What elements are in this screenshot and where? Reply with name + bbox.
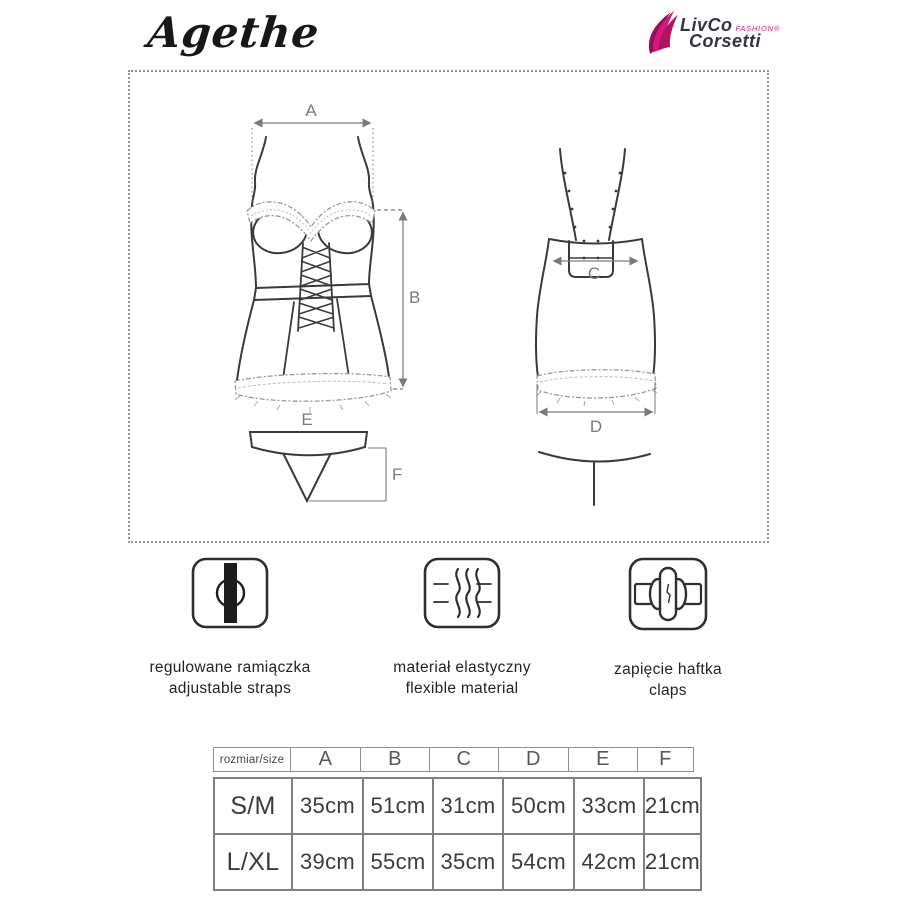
size-table (213, 747, 702, 891)
flexible-material-icon (422, 556, 502, 630)
panty-front-outline (250, 432, 367, 501)
measurement-value: 21cm (644, 778, 701, 834)
measurement-value: 21cm (644, 834, 701, 890)
measurement-value: 31cm (433, 778, 503, 834)
feature-caption-en: claps (649, 682, 687, 699)
measurement-value: 50cm (503, 778, 574, 834)
measurement-value: 54cm (503, 834, 574, 890)
panty-back-outline (539, 452, 650, 505)
measurement-value: 33cm (574, 778, 644, 834)
size-table-header-cell: A (291, 748, 361, 772)
size-label: S/M (214, 778, 292, 834)
front-lacing (299, 247, 334, 328)
size-table-header (213, 747, 694, 772)
size-table-header-cell: D (499, 748, 569, 772)
back-fur-hem (536, 370, 657, 406)
feature-caption-pl: zapięcie haftka (614, 661, 722, 678)
front-fur-bust-trim (247, 202, 375, 241)
dimension-label-f: F (392, 465, 403, 484)
brand-ribbon-icon (644, 7, 684, 59)
dimension-label-b: B (409, 288, 421, 307)
dimension-label-d: D (589, 417, 603, 436)
measurement-value: 39cm (292, 834, 363, 890)
size-table-header-cell: C (430, 748, 499, 772)
clasp-icon (627, 556, 709, 632)
dimension-label-c: C (587, 264, 601, 283)
feature-clasp (518, 556, 818, 701)
brand-logo (644, 6, 784, 60)
dimension-label-a: A (305, 101, 317, 120)
measurement-value: 55cm (363, 834, 433, 890)
size-table-body (213, 777, 702, 891)
adjustable-straps-icon (190, 556, 270, 630)
measurement-value: 35cm (433, 834, 503, 890)
brand-name-top: LivCo (680, 15, 733, 35)
brand-fashion-label: FASHION® (735, 24, 781, 33)
feature-caption-pl: materiał elastyczny (393, 659, 531, 676)
size-table-header-cell: E (569, 748, 638, 772)
measurement-value: 35cm (292, 778, 363, 834)
feature-caption-en: adjustable straps (168, 680, 292, 697)
size-table-header-cell: rozmiar/size (214, 748, 291, 772)
feature-caption-en: flexible material (405, 680, 519, 697)
product-title: Agethe (145, 8, 322, 57)
garment-measurement-diagram (128, 70, 769, 543)
table-row (214, 778, 701, 834)
table-row (214, 834, 701, 890)
size-label: L/XL (214, 834, 292, 890)
size-table-header-cell: F (638, 748, 694, 772)
measurement-value: 42cm (574, 834, 644, 890)
front-fur-hem (235, 374, 391, 413)
dimension-b (377, 210, 403, 389)
back-view-outline (536, 149, 655, 377)
measurement-value: 51cm (363, 778, 433, 834)
size-table-header-cell: B (361, 748, 430, 772)
dimension-a (252, 123, 373, 203)
brand-name-bottom: Corsetti (689, 31, 762, 51)
feature-caption-pl: regulowane ramiączka (149, 659, 311, 676)
dimension-label-e: E (301, 410, 313, 429)
front-view-outline (237, 137, 389, 380)
